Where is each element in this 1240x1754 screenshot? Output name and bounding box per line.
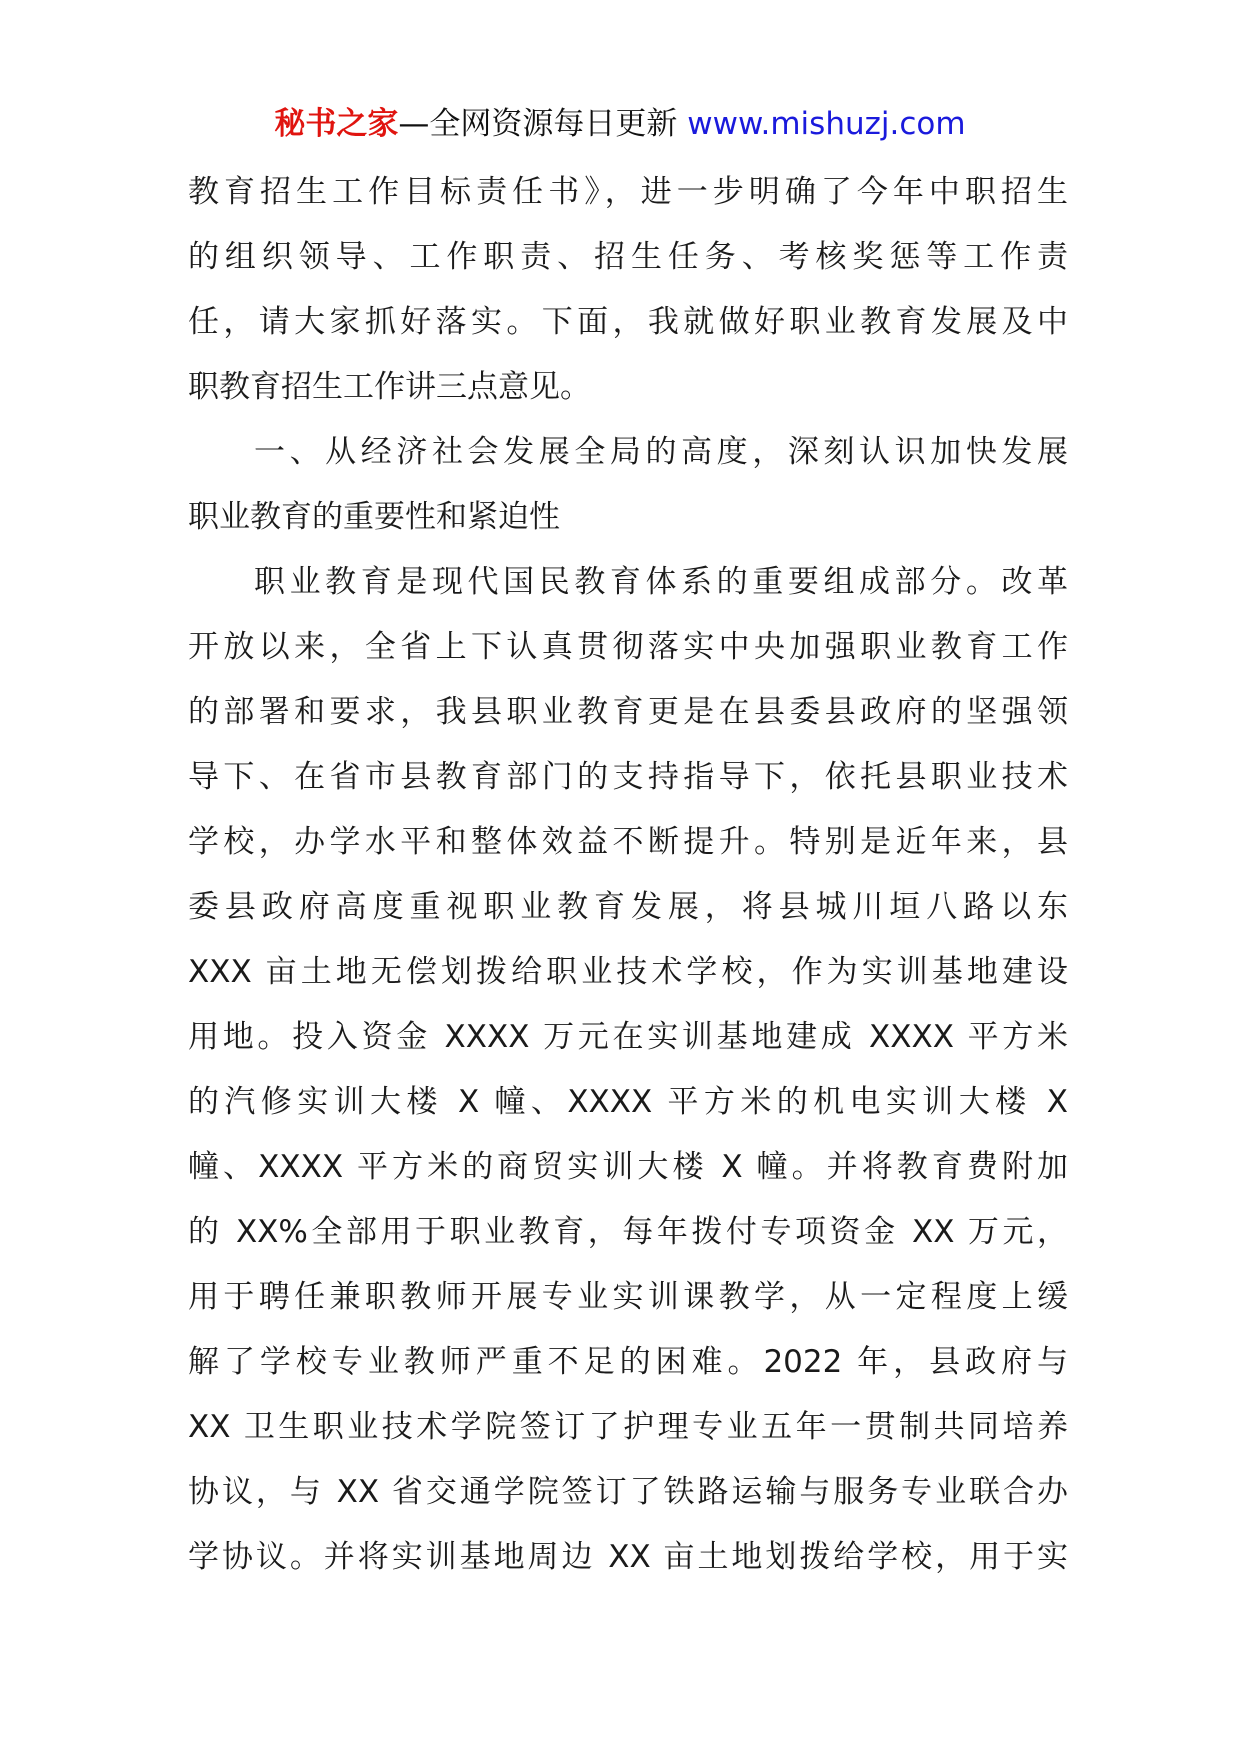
- text-line: 用于聘任兼职教师开展专业实训课教学，从一定程度上缓: [188, 1279, 1068, 1315]
- text-line: XXX 亩土地无偿划拨给职业技术学校，作为实训基地建设: [188, 954, 1068, 990]
- text-line: 的 XX%全部用于职业教育，每年拨付专项资金 XX 万元，: [188, 1214, 1068, 1250]
- text-line: 学校，办学水平和整体效益不断提升。特别是近年来，县: [188, 824, 1068, 860]
- text-line: XX 卫生职业技术学院签订了护理专业五年一贯制共同培养: [188, 1409, 1068, 1445]
- site-url-link[interactable]: www.mishuzj.com: [687, 106, 966, 142]
- site-header: [0, 104, 1240, 144]
- document-body: [188, 160, 1068, 1590]
- text-line: 用地。投入资金 XXXX 万元在实训基地建成 XXXX 平方米: [188, 1019, 1068, 1055]
- text-line: 职业教育是现代国民教育体系的重要组成部分。改革: [254, 564, 1068, 600]
- text-line: 协议，与 XX 省交通学院签订了铁路运输与服务专业联合办: [188, 1474, 1068, 1510]
- text-line: 学协议。并将实训基地周边 XX 亩土地划拨给学校，用于实: [188, 1539, 1068, 1575]
- text-line: 的部署和要求，我县职业教育更是在县委县政府的坚强领: [188, 694, 1068, 730]
- text-line: 任，请大家抓好落实。下面，我就做好职业教育发展及中: [188, 304, 1068, 340]
- brand-name: 秘书之家: [274, 106, 399, 142]
- text-line: 的汽修实训大楼 X 幢、XXXX 平方米的机电实训大楼 X: [188, 1084, 1068, 1120]
- text-line: 的组织领导、工作职责、招生任务、考核奖惩等工作责: [188, 239, 1068, 275]
- text-line: 教育招生工作目标责任书》，进一步明确了今年中职招生: [188, 174, 1068, 210]
- header-tagline: —全网资源每日更新: [398, 106, 688, 142]
- text-line: 职教育招生工作讲三点意见。: [188, 369, 591, 405]
- section-heading: 一、从经济社会发展全局的高度，深刻认识加快发展: [254, 434, 1068, 470]
- text-line: 开放以来，全省上下认真贯彻落实中央加强职业教育工作: [188, 629, 1068, 665]
- section-heading-cont: 职业教育的重要性和紧迫性: [188, 499, 560, 535]
- text-line: 委县政府高度重视职业教育发展，将县城川垣八路以东: [188, 889, 1068, 925]
- text-line: 解了学校专业教师严重不足的困难。2022 年，县政府与: [188, 1344, 1068, 1380]
- text-line: 幢、XXXX 平方米的商贸实训大楼 X 幢。并将教育费附加: [188, 1149, 1068, 1185]
- text-line: 导下、在省市县教育部门的支持指导下，依托县职业技术: [188, 759, 1068, 795]
